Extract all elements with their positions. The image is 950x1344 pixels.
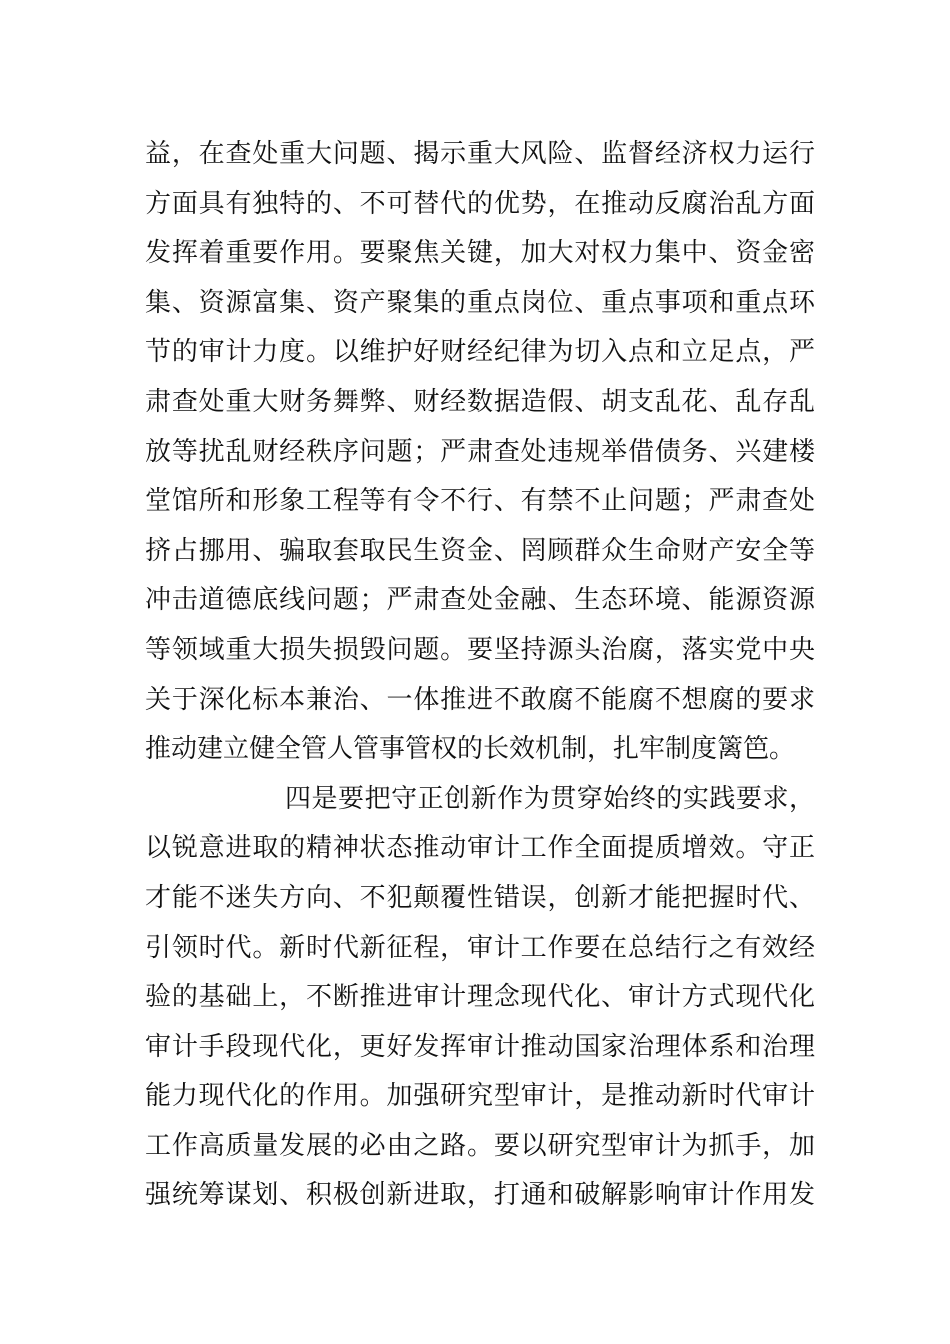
text-line: 审计手段现代化，更好发挥审计推动国家治理体系和治理 xyxy=(145,1031,815,1062)
text-line: 集、资源富集、资产聚集的重点岗位、重点事项和重点环 xyxy=(145,287,815,318)
text-line: 益，在查处重大问题、揭示重大风险、监督经济权力运行 xyxy=(145,139,815,169)
text-line: 引领时代。新时代新征程，审计工作要在总结行之有效经 xyxy=(145,932,815,963)
text-line: 关于深化标本兼治、一体推进不敢腐不能腐不想腐的要求 xyxy=(145,684,815,715)
text-line: 放等扰乱财经秩序问题；严肃查处违规举借债务、兴建楼 xyxy=(145,436,815,467)
text-line: 以锐意进取的精神状态推动审计工作全面提质增效。守正 xyxy=(145,833,815,864)
text-line: 强统筹谋划、积极创新进取，打通和破解影响审计作用发 xyxy=(145,1180,815,1211)
text-line: 方面具有独特的、不可替代的优势，在推动反腐治乱方面 xyxy=(145,188,815,219)
text-line: 肃查处重大财务舞弊、财经数据造假、胡支乱花、乱存乱 xyxy=(145,386,815,417)
body-text xyxy=(145,130,815,1221)
text-line: 发挥着重要作用。要聚焦关键，加大对权力集中、资金密 xyxy=(145,238,815,269)
text-line: 等领域重大损失损毁问题。要坚持源头治腐，落实党中央 xyxy=(145,634,815,665)
text-line: 工作高质量发展的必由之路。要以研究型审计为抓手，加 xyxy=(145,1130,815,1161)
text-line: 节的审计力度。以维护好财经纪律为切入点和立足点，严 xyxy=(145,337,815,368)
paragraph-end-line: 推动建立健全管人管事管权的长效机制，扎牢制度篱笆。 xyxy=(145,734,796,765)
text-line: 验的基础上，不断推进审计理念现代化、审计方式现代化 xyxy=(145,982,815,1013)
text-line: 才能不迷失方向、不犯颠覆性错误，创新才能把握时代、 xyxy=(145,882,815,913)
paragraph-heading-line: 四是要把守正创新作为贯穿始终的实践要求， xyxy=(285,783,815,814)
text-line: 堂馆所和形象工程等有令不行、有禁不止问题；严肃查处 xyxy=(145,486,815,517)
text-line: 冲击道德底线问题；严肃查处金融、生态环境、能源资源 xyxy=(145,585,815,616)
text-line: 能力现代化的作用。加强研究型审计，是推动新时代审计 xyxy=(145,1081,815,1112)
text-line: 挤占挪用、骗取套取民生资金、罔顾群众生命财产安全等 xyxy=(145,535,815,566)
